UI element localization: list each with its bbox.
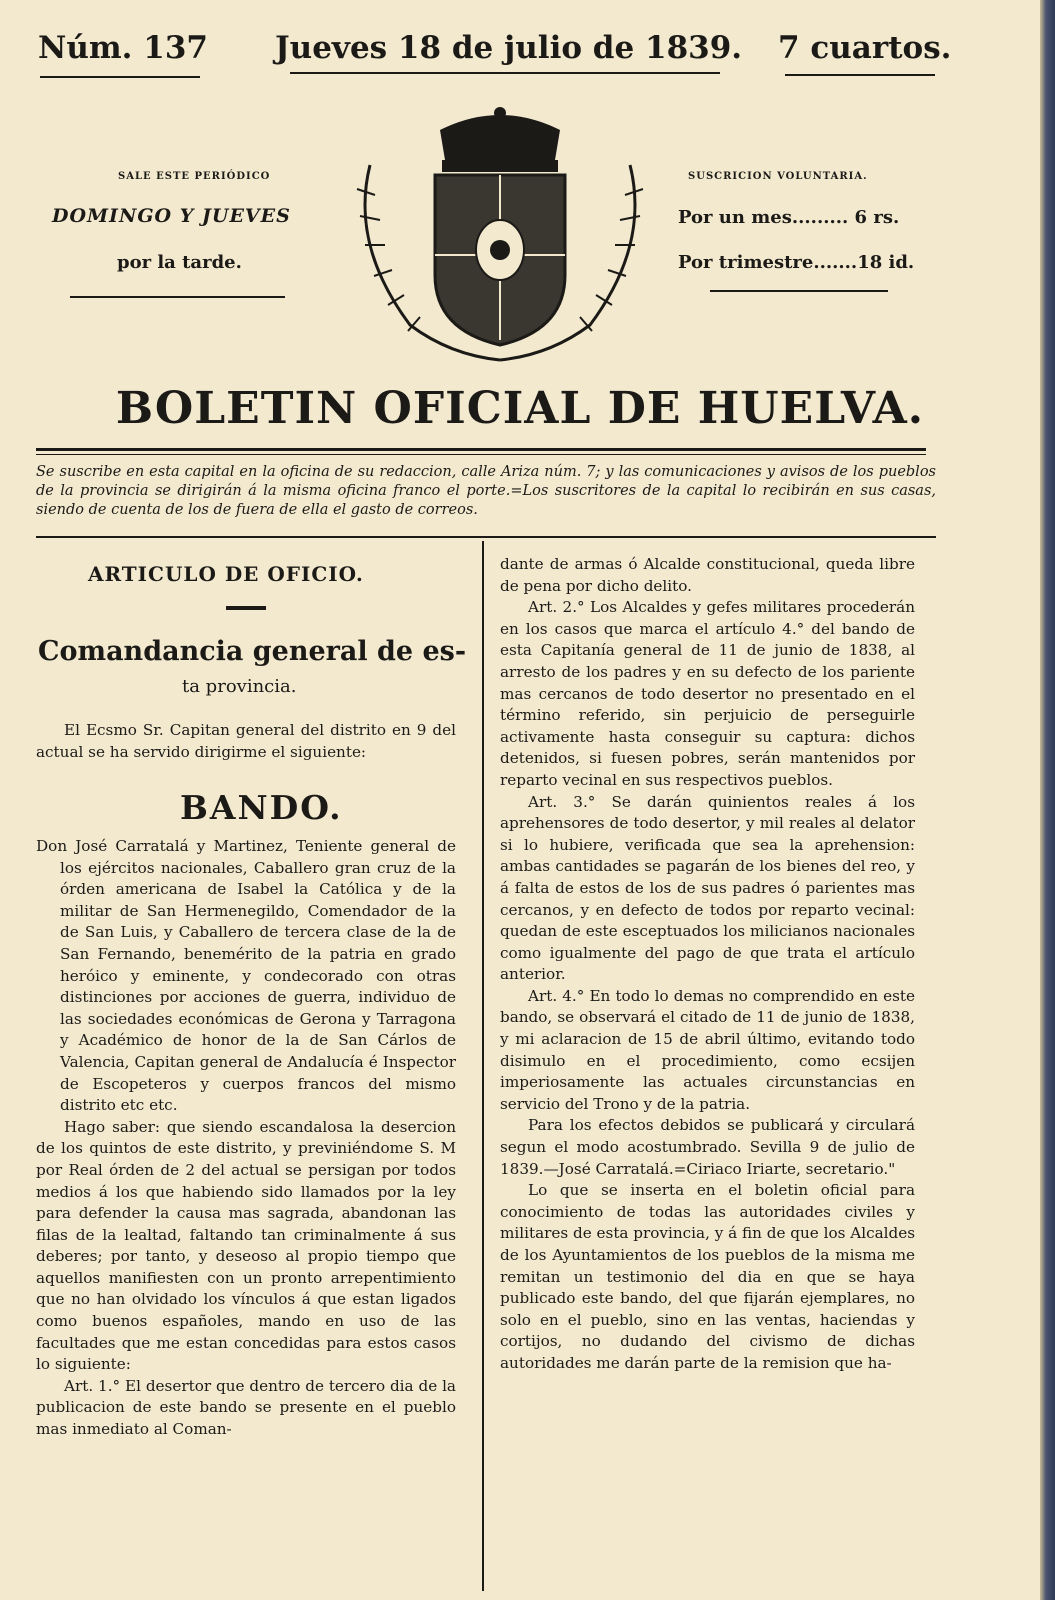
- art1-paragraph: Art. 1.° El desertor que dentro de tercero dia de la publicacion de este bando se presente en el pueblo mas inmediato al Coman-: [36, 1376, 456, 1439]
- coat-of-arms-icon: [330, 105, 670, 365]
- masthead-rule-bottom: [36, 454, 926, 455]
- efectos-paragraph: Para los efectos debidos se publicará y circulará segun el modo acostumbrado. Sevilla 9 de julio de 1839.—José Carratalá.=Ciriaco Iriarte, secretario.": [500, 1116, 915, 1178]
- art4-paragraph: Art. 4.° En todo lo demas no comprendido en este bando, se observará el citado de 11 de junio de 1838, y mi aclaracion de 15 de abril último, evitando todo disimulo en el procedimiento, como ecsijen imperiosamente las actuales circunstancias en servicio del Trono y de la patria.: [500, 986, 915, 1113]
- masthead-title: BOLETIN OFICIAL DE HUELVA.: [115, 383, 925, 434]
- issue-price: 7 cuartos.: [778, 30, 952, 66]
- art2-paragraph: Art. 2.° Los Alcaldes y gefes militares procederán en los casos que marca el artículo 4.° del bando de esta Capitanía general de 11 de junio de 1838, al arresto de los padres y en su defecto de los pariente mas cercanos de todo desertor no presentado en el término referido, sin perjuicio de perseguirle activamente hasta conseguir su captura: dichos detenidos, si fuesen pobres, serán mantenidos por reparto vecinal en sus respectivos pueblos.: [500, 598, 915, 789]
- subscription-notice: Se suscribe en esta capital en la oficina de su redaccion, calle Ariza núm. 7; y las comunicaciones y avisos de los pueblos de la provincia se dirigirán á la misma oficina franco el porte.=Los suscritores de la capital lo recibirán en sus casas, siendo de cuenta de los de fuera de ella el gasto de correos.: [36, 464, 936, 518]
- hago-paragraph: Hago saber: que siendo escandalosa la desercion de los quintos de este distrito, y previniéndome S. M por Real órden de 2 del actual se persigan por todos medios á los que habiendo sido llamados por la ley para defender la causa mas sagrada, abandonan las filas de la lealtad, faltando tan criminalmente á sus deberes; por tanto, y deseoso al propio tiempo que aquellos manifiesten con un pronto arrepentimiento que no han olvidado los vínculos á que estan ligados como buenos españoles, mando en uso de las facultades que me estan concedidas para estos casos lo siguiente:: [36, 1117, 456, 1374]
- right-column-body: [500, 554, 915, 1375]
- left-panel-rule: [70, 296, 285, 298]
- flourish-left: [40, 76, 200, 78]
- left-panel-days: DOMINGO Y JUEVES: [52, 205, 291, 227]
- page-edge: [1040, 0, 1055, 1600]
- section-ornament: [226, 606, 266, 610]
- left-panel-caption: SALE ESTE PERIÓDICO: [118, 171, 271, 182]
- right-panel-rule: [710, 290, 888, 292]
- inserta-paragraph: Lo que se inserta en el boletin oficial para conocimiento de todas las autoridades civiles y militares de esta provincia, y á fin de que los Alcaldes de los Ayuntamientos de los pueblos de la misma me remitan un testimonio del dia en que se haya publicado este bando, del que fijarán ejemplares, no solo en el pueblo, sino en las ventas, haciendas y cortijos, no dudando del civismo de dichas autoridades me darán parte de la remision que ha-: [500, 1181, 915, 1372]
- left-panel-time: por la tarde.: [117, 252, 242, 273]
- issue-number: Núm. 137: [38, 30, 208, 66]
- subscription-quarterly: Por trimestre.......18 id.: [678, 252, 915, 273]
- left-column-body: [36, 836, 456, 1441]
- heading-comandancia: Comandancia general de es-: [38, 636, 467, 667]
- section-title: ARTICULO DE OFICIO.: [88, 562, 364, 586]
- subscription-monthly: Por un mes......... 6 rs.: [678, 207, 900, 228]
- don-paragraph: Don José Carratalá y Martinez, Teniente general de los ejércitos nacionales, Caballero gran cruz de la órden americana de Isabel la Católica y de la militar de San Hermenegildo, Comendador de la de San Luis, y Caballero de tercera clase de la de San Fernando, benemérito de la patria en grado heróico y eminente, y condecorado con otras distinciones por acciones de guerra, individuo de las sociedades económicas de Gerona y Tarragona y Académico de honor de la de San Cárlos de Valencia, Capitan general de Andalucía é Inspector de Escopeteros y cuerpos francos del mismo distrito etc etc.: [36, 837, 456, 1115]
- notice-rule: [36, 536, 936, 538]
- art3-paragraph: Art. 3.° Se darán quinientos reales á los aprehensores de todo desertor, y mil reales al delator si lo hubiere, verificada que sea la aprehension: ambas cantidades se pagarán de los bienes del reo, y á falta de estos de los de sus padres ó parientes mas cercanos, y en defecto de todos por reparto vecinal: quedan de este esceptuados los milicianos nacionales como igualmente del pago de que trata el artículo anterior.: [500, 792, 915, 984]
- bando-title: BANDO.: [180, 788, 343, 827]
- flourish-center: [290, 72, 720, 74]
- heading-provincia: ta provincia.: [182, 676, 297, 697]
- right-panel-caption: SUSCRICION VOLUNTARIA.: [688, 171, 868, 182]
- flourish-right: [785, 74, 935, 76]
- left-column-intro: [36, 720, 456, 763]
- issue-date: Jueves 18 de julio de 1839.: [275, 30, 743, 66]
- column-divider: [482, 541, 484, 1591]
- masthead-rule-top: [36, 448, 926, 451]
- intro-paragraph: El Ecsmo Sr. Capitan general del distrito en 9 del actual se ha servido dirigirme el siguiente:: [36, 721, 456, 761]
- continuation-paragraph: dante de armas ó Alcalde constitucional, queda libre de pena por dicho delito.: [500, 555, 915, 595]
